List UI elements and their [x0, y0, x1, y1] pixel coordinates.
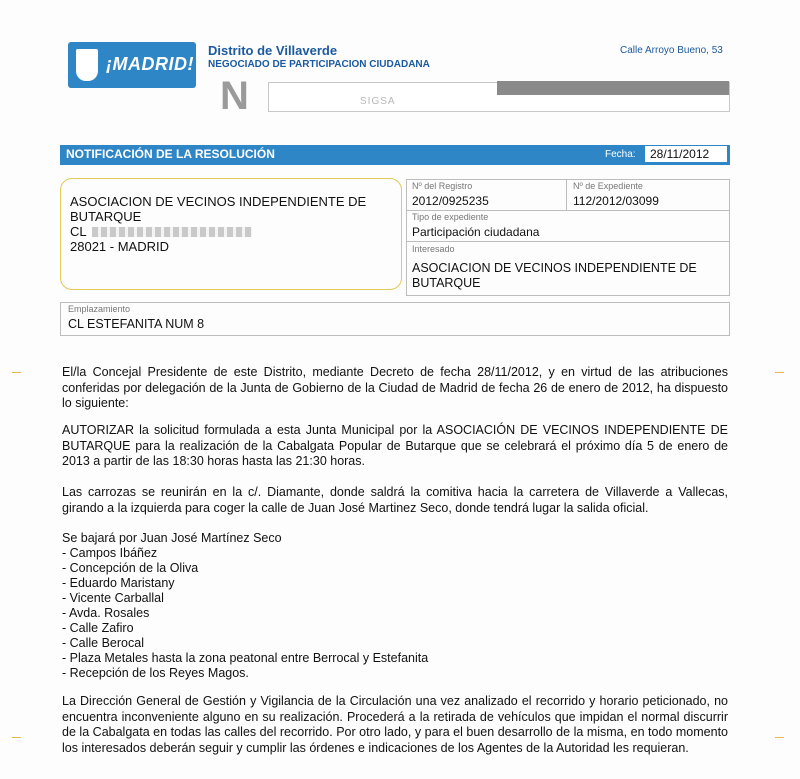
route-item: - Vicente Carballal: [62, 591, 164, 605]
expediente-value: 112/2012/03099: [573, 194, 659, 208]
route-intro: Se bajará por Juan José Martínez Seco: [62, 531, 282, 545]
recipient-line-4: 28021 - MADRID: [70, 239, 169, 254]
emplazamiento-label: Emplazamiento: [68, 304, 131, 314]
margin-tick: [775, 372, 784, 373]
route-item: - Concepción de la Oliva: [62, 561, 199, 575]
route-item: - Eduardo Maristany: [62, 576, 175, 590]
sigsa-label: SIGSA: [360, 96, 396, 107]
fecha-value: 28/11/2012: [645, 146, 727, 162]
office-address: Calle Arroyo Bueno, 53: [620, 45, 723, 56]
registro-divider: [566, 179, 567, 210]
route-item: - Calle Berocal: [62, 636, 144, 650]
redacted-street: [92, 227, 252, 237]
paragraph-floats: Las carrozas se reunirán en la c/. Diamante, donde saldrá la comitiva hacia la carretera de Villaverde a Vallecas, girando a la izquierda para coger la calle de Juan José Martinez Seco, donde tendrá lugar la salida oficial.: [62, 485, 728, 515]
registro-label: Nº del Registro: [412, 181, 473, 191]
recipient-line-2: BUTARQUE: [70, 209, 142, 224]
paragraph-authorization: AUTORIZAR la solicitud formulada a esta Junta Municipal por la ASOCIACIÓN DE VECINOS INDEPENDIENTE DE BUTARQUE para la realización de la Cabalgata Popular de Butarque que se celebrará el próximo día 5 de enero de 2013 a partir de las 18:30 horas hasta las 21:30 horas.: [62, 423, 728, 468]
route-item: - Campos Ibáñez: [62, 546, 158, 560]
interesado-line-1: ASOCIACION DE VECINOS INDEPENDIENTE DE: [412, 261, 697, 275]
title-bar: [60, 145, 730, 165]
margin-tick: [12, 737, 21, 738]
interesado-label: Interesado: [412, 244, 455, 254]
sigsa-bar: [497, 81, 729, 95]
tipo-label: Tipo de expediente: [412, 212, 489, 222]
margin-tick: [12, 372, 21, 373]
paragraph-decree: El/la Concejal Presidente de este Distrito, mediante Decreto de fecha 28/11/2012, y en virtud de las atribuciones conferidas por delegación de la Junta de Gobierno de la Ciudad de Madrid de fecha 26 de enero de 2012, ha dispuesto lo siguiente:: [62, 365, 728, 410]
registro-separator-1: [406, 210, 730, 211]
fecha-label: Fecha:: [605, 149, 636, 160]
document-title: NOTIFICACIÓN DE LA RESOLUCIÓN: [66, 147, 275, 161]
shield-icon: [76, 49, 98, 81]
margin-tick: [775, 737, 784, 738]
document-letter: N: [220, 74, 249, 118]
recipient-line-1: ASOCIACION DE VECINOS INDEPENDIENTE DE: [70, 194, 367, 209]
route-item: - Recepción de los Reyes Magos.: [62, 666, 249, 680]
registro-separator-2: [406, 241, 730, 242]
recipient-line-3: CL: [70, 224, 87, 239]
madrid-logo: [68, 42, 196, 88]
interesado-line-2: BUTARQUE: [412, 276, 481, 290]
negociado-name: NEGOCIADO DE PARTICIPACION CIUDADANA: [208, 59, 430, 70]
emplazamiento-value: CL ESTEFANITA NUM 8: [68, 317, 205, 331]
route-item: - Avda. Rosales: [62, 606, 150, 620]
paragraph-traffic: La Dirección General de Gestión y Vigilancia de la Circulación una vez analizado el recorrido y horario peticionado, no encuentra inconveniente alguno en su realización. Procederá a la retirada de vehículos que impidan el normal discurrir de la Cabalgata en todas las calles del recorrido. Por otro lado, y para el buen desarrollo de la misma, en todo momento los interesados deberán seguir y cumplir las órdenes e indicaciones de los Agentes de la Autoridad les requieran.: [62, 694, 728, 755]
logo-text: ¡MADRID!: [106, 54, 194, 74]
district-name: Distrito de Villaverde: [208, 43, 338, 58]
tipo-value: Participación ciudadana: [412, 225, 540, 239]
registro-value: 2012/0925235: [412, 194, 489, 208]
route-item: - Plaza Metales hasta la zona peatonal entre Berrocal y Estefanita: [62, 651, 429, 665]
route-item: - Calle Zafiro: [62, 621, 134, 635]
expediente-label: Nº de Expediente: [573, 181, 643, 191]
